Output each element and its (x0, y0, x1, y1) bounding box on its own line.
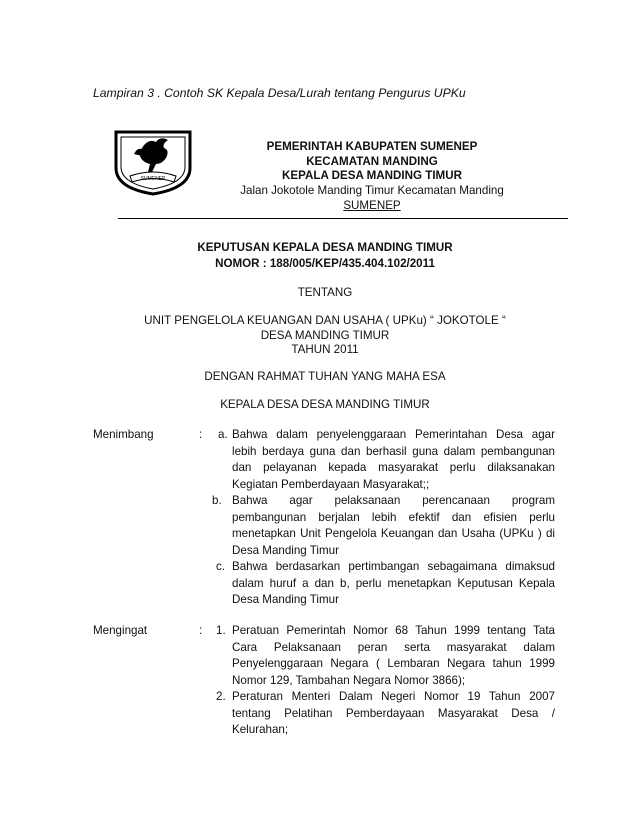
menimbang-label: Menimbang (93, 428, 154, 441)
decree-issuer: KEPALA DESA DESA MANDING TIMUR (220, 398, 430, 411)
mengingat-colon: : (199, 624, 203, 637)
text-line: Bahwa agar pelaksanaan perencanaan program (232, 494, 555, 507)
menimbang-item-a-marker: a. (218, 428, 228, 441)
text-line: lebih berdaya guna dan berhasil guna dalam pembangunan (232, 444, 555, 458)
decree-subject-line2: DESA MANDING TIMUR (260, 329, 390, 342)
text-line: dan pelayanan kepada masyarakat perlu dilaksanakan (232, 461, 555, 475)
header-address: Jalan Jokotole Manding Timur Kecamatan Manding (240, 184, 504, 197)
text-line: menetapkan Unit Pengelola Keuangan dan Usaha (UPKu ) di (232, 527, 555, 541)
decree-grace-line: DENGAN RAHMAT TUHAN YANG MAHA ESA (204, 370, 446, 383)
decree-about: TENTANG (297, 286, 353, 299)
mengingat-item-1-marker: 1. (216, 624, 226, 637)
menimbang-item-c-marker: c. (216, 560, 226, 573)
text-line: dalam huruf a dan b, perlu menetapkan Keputusan Kepala (232, 576, 555, 590)
mengingat-item-1 (232, 623, 555, 689)
menimbang-item-c (232, 559, 555, 609)
text-line: Desa Manding Timur (232, 593, 339, 607)
mengingat-label: Mengingat (93, 624, 148, 637)
emblem-banner-text: SUMENEP (140, 176, 166, 182)
decree-subject-line1: UNIT PENGELOLA KEUANGAN DAN USAHA ( UPKu) “ JOKOTOLE “ (144, 314, 506, 327)
text-line: Penyelenggaraan Negara ( Lembaran Negara tahun 1999 (232, 657, 555, 671)
menimbang-item-a (232, 427, 555, 493)
decree-title: KEPUTUSAN KEPALA DESA MANDING TIMUR (197, 241, 453, 254)
text-line: tentang Pelatihan Pemberdayaan Masyarakat Desa / (232, 706, 555, 720)
menimbang-item-b-marker: b. (212, 494, 222, 507)
text-line: Desa Manding Timur (232, 543, 339, 557)
text-line: Peraturan Menteri Dalam Negeri Nomor 19 Tahun 2007 (232, 690, 555, 703)
text-line: Cara Pelaksanaan peran serta masyarakat dalam (232, 640, 555, 654)
header-city: SUMENEP (343, 199, 401, 212)
text-line: Kelurahan; (232, 723, 289, 737)
menimbang-item-b (232, 493, 555, 559)
text-line: Kegiatan Pemberdayaan Masyarakat;; (232, 477, 430, 491)
letterhead-divider (118, 218, 568, 219)
text-line: Peratuan Pemerintah Nomor 68 Tahun 1999 tentang Tata (232, 624, 555, 637)
header-district: KECAMATAN MANDING (306, 155, 438, 168)
menimbang-colon: : (199, 428, 203, 441)
header-village-head: KEPALA DESA MANDING TIMUR (282, 169, 462, 182)
mengingat-item-2 (232, 689, 555, 739)
text-line: Nomor 129, Tambahan Negara Nomor 3866); (232, 673, 466, 687)
text-line: Bahwa dalam penyelenggaraan Pemerintahan Desa agar (232, 428, 555, 441)
decree-number: NOMOR : 188/005/KEP/435.404.102/2011 (215, 257, 435, 270)
attachment-caption: Lampiran 3 . Contoh SK Kepala Desa/Lurah tentang Pengurus UPKu (93, 86, 466, 100)
mengingat-item-2-marker: 2. (216, 690, 226, 703)
decree-subject-line3: TAHUN 2011 (291, 343, 359, 356)
header-government: PEMERINTAH KABUPATEN SUMENEP (266, 140, 478, 153)
text-line: Bahwa berdasarkan pertimbangan sebagaimana dimaksud (232, 560, 555, 573)
regency-emblem-logo (112, 128, 194, 196)
text-line: pembangunan berjalan lebih efektif dan efisien perlu (232, 510, 555, 524)
